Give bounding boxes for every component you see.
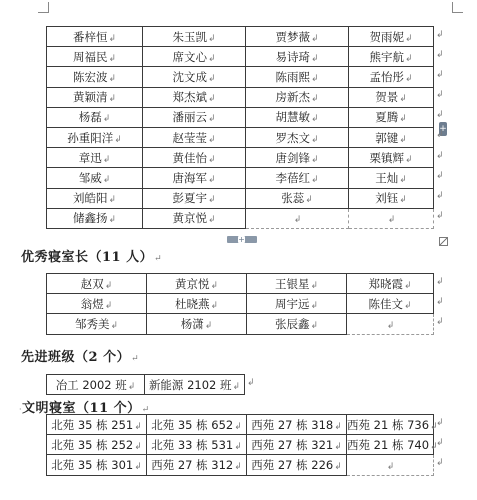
table-row <box>47 435 434 455</box>
row-end-mark: ↲ <box>436 211 444 222</box>
cell-end-mark: ↲ <box>102 154 111 165</box>
cell-end-mark: ↲ <box>207 195 216 206</box>
crop-mark-top-right <box>452 2 463 13</box>
table-cell[interactable] <box>143 127 246 147</box>
advanced-classes-body <box>47 375 245 395</box>
table-cell[interactable] <box>349 188 434 208</box>
dorm-leaders-title: 优秀寝室长（11 人） <box>21 250 154 265</box>
table-row <box>47 188 434 208</box>
row-end-mark: ↲ <box>436 457 444 468</box>
cell-text: 西苑 27 栋 312 <box>151 457 234 472</box>
cell-end-mark: ↲ <box>210 280 219 291</box>
table-cell[interactable] <box>147 415 247 435</box>
row-end-mark: ↲ <box>436 417 444 428</box>
cell-text: 黄颖清 <box>72 90 108 105</box>
cell-text: 周福民 <box>72 49 108 64</box>
cell-end-mark: ↲ <box>310 114 319 125</box>
civilized-dorms-body <box>47 415 438 476</box>
paragraph-mark: ↵ <box>154 254 163 264</box>
table-cell[interactable] <box>247 294 347 314</box>
table-cell[interactable] <box>143 168 246 188</box>
advanced-classes-heading <box>21 346 139 365</box>
cell-end-mark: ↲ <box>310 33 319 44</box>
table-cell[interactable] <box>246 127 349 147</box>
cell-text: 赵莹莹 <box>172 130 207 145</box>
cell-end-mark: ↲ <box>404 154 413 165</box>
cell-text: 张辰鑫 <box>274 316 310 331</box>
cell-text: 贺雨妮 <box>369 29 404 44</box>
table-cell[interactable] <box>143 47 246 67</box>
cell-end-mark: ↲ <box>108 215 117 226</box>
cell-end-mark: ↲ <box>293 215 302 226</box>
row-end-mark: ↲ <box>436 69 444 80</box>
cell-end-mark: ↲ <box>104 280 113 291</box>
table-cell[interactable] <box>349 127 434 147</box>
cell-end-mark: ↲ <box>234 421 242 432</box>
cell-text: 栗镇辉 <box>369 150 404 165</box>
cell-end-mark: ↲ <box>334 461 342 472</box>
table-cell[interactable] <box>349 27 434 47</box>
cell-text: 易诗琦 <box>275 49 310 64</box>
cell-end-mark: ↲ <box>104 300 113 311</box>
table-row <box>47 67 434 87</box>
table-cell[interactable] <box>246 188 349 208</box>
row-end-mark: ↲ <box>436 437 444 448</box>
cell-end-mark: ↲ <box>310 154 319 165</box>
table-cell[interactable] <box>47 208 143 228</box>
row-end-mark: ↲ <box>436 316 444 327</box>
honor-names-table <box>46 26 434 229</box>
crop-mark-top-left <box>38 2 49 13</box>
cell-end-mark: ↲ <box>232 381 241 392</box>
table-cell[interactable] <box>349 67 434 87</box>
table-cell[interactable] <box>247 455 347 475</box>
cell-end-mark: ↲ <box>386 461 395 472</box>
honor-names-body <box>47 27 434 229</box>
dorm-leaders-heading <box>21 246 162 265</box>
cell-text: 章迅 <box>78 150 102 165</box>
table-cell[interactable] <box>47 67 143 87</box>
cell-end-mark: ↲ <box>234 441 242 452</box>
cell-text: 贺景 <box>375 90 399 105</box>
cell-text: 孙重阳洋 <box>67 130 114 145</box>
table-cell[interactable] <box>347 455 434 475</box>
cell-text: 房新杰 <box>275 90 310 105</box>
table-resize-handle[interactable] <box>439 237 448 246</box>
cell-end-mark: ↲ <box>310 300 319 311</box>
cell-text: 西苑 27 栋 321 <box>251 437 334 452</box>
cell-text: 李蓓红 <box>275 170 310 185</box>
table-cell[interactable] <box>47 27 143 47</box>
table-row <box>47 87 434 107</box>
table-cell[interactable] <box>246 208 349 228</box>
cell-text: 郑晓霞 <box>368 276 403 291</box>
cell-text: 西苑 27 栋 318 <box>251 417 334 432</box>
cell-text: 王灿 <box>375 170 399 185</box>
add-row-button[interactable]: + <box>439 124 447 134</box>
cell-text: 西苑 21 栋 736 <box>347 417 430 432</box>
cell-end-mark: ↲ <box>310 134 319 145</box>
table-row <box>47 107 434 127</box>
cell-end-mark: ↲ <box>334 421 342 432</box>
table-cell[interactable] <box>347 294 434 314</box>
cell-end-mark: ↲ <box>110 320 119 331</box>
table-cell[interactable] <box>47 107 143 127</box>
cell-end-mark: ↲ <box>305 195 313 206</box>
table-cell[interactable] <box>145 375 245 395</box>
row-end-mark: ↲ <box>436 90 444 101</box>
table-cell[interactable] <box>349 87 434 107</box>
table-row <box>47 314 434 334</box>
cell-text: 冶工 2002 班 <box>55 377 127 392</box>
table-cell[interactable] <box>47 188 143 208</box>
cell-end-mark: ↲ <box>310 94 319 105</box>
row-end-mark: ↲ <box>436 191 444 201</box>
cell-end-mark: ↲ <box>114 134 122 145</box>
cell-text: 北苑 35 栋 251 <box>51 417 134 432</box>
table-cell[interactable] <box>349 107 434 127</box>
cell-end-mark: ↲ <box>430 441 438 452</box>
cell-text: 陈宏波 <box>72 69 108 84</box>
table-row <box>47 294 434 314</box>
table-cell[interactable] <box>246 107 349 127</box>
paragraph-mark: ↵ <box>131 354 140 364</box>
table-cell[interactable] <box>247 274 347 294</box>
cell-end-mark: ↲ <box>310 280 319 291</box>
cell-end-mark: ↲ <box>207 53 216 64</box>
cell-text: 刘皓阳 <box>72 191 108 206</box>
cell-end-mark: ↲ <box>134 421 142 432</box>
cell-text: 黄佳怡 <box>172 150 207 165</box>
table-row <box>47 208 434 228</box>
row-end-mark: ↲ <box>436 150 444 161</box>
cell-text: 孟怡彤 <box>369 69 404 84</box>
cell-end-mark: ↲ <box>399 174 407 185</box>
cell-end-mark: ↲ <box>207 134 216 145</box>
table-cell[interactable] <box>247 415 347 435</box>
table-cell[interactable] <box>246 67 349 87</box>
table-cell[interactable] <box>143 87 246 107</box>
cell-end-mark: ↲ <box>234 461 242 472</box>
cell-end-mark: ↲ <box>134 441 142 452</box>
table-cell[interactable] <box>47 294 147 314</box>
cell-text: 赵双 <box>80 276 104 291</box>
table-cell[interactable] <box>47 375 145 395</box>
table-cell[interactable] <box>147 274 247 294</box>
table-cell[interactable] <box>143 208 246 228</box>
cell-text: 夏腾 <box>375 110 399 125</box>
cell-text: 熊宇航 <box>369 49 404 64</box>
table-row <box>47 415 434 435</box>
cell-text: 北苑 33 栋 531 <box>151 437 234 452</box>
table-cell[interactable] <box>349 148 434 168</box>
cell-text: 西苑 21 栋 740 <box>347 437 430 452</box>
table-cell[interactable] <box>246 87 349 107</box>
row-end-mark: ↲ <box>436 49 444 60</box>
table-cell[interactable] <box>143 188 246 208</box>
table-cell[interactable] <box>247 314 347 334</box>
cell-text: 新能源 2102 班 <box>148 377 232 392</box>
cell-end-mark: ↲ <box>127 381 136 392</box>
cell-end-mark: ↲ <box>207 94 216 105</box>
cell-text: 黄京悦 <box>174 276 210 291</box>
civilized-dorms-title: 文明寝室（11 个） <box>22 401 141 416</box>
table-cell[interactable] <box>47 455 147 475</box>
cell-text: 黄京悦 <box>172 211 207 226</box>
table-row <box>47 375 245 395</box>
cell-text: 北苑 35 栋 301 <box>51 457 134 472</box>
cell-end-mark: ↲ <box>207 114 216 125</box>
cell-end-mark: ↲ <box>310 73 319 84</box>
row-end-mark: ↲ <box>436 130 444 141</box>
table-cell[interactable] <box>147 294 247 314</box>
cell-end-mark: ↲ <box>404 53 413 64</box>
dorm-leaders-body <box>47 274 434 335</box>
cell-text: 贾梦薇 <box>275 29 310 44</box>
cell-end-mark: ↲ <box>207 174 216 185</box>
civilized-dorms-heading: ·文明寝室（11 个）↵ <box>19 401 150 416</box>
table-cell[interactable] <box>147 314 247 334</box>
cell-text: 杨磊 <box>78 110 102 125</box>
table-cell[interactable] <box>47 274 147 294</box>
table-cell[interactable] <box>246 148 349 168</box>
paragraph-mark: ↵ <box>141 405 150 415</box>
cell-text: 刘钰 <box>375 191 399 206</box>
table-cell[interactable] <box>47 314 147 334</box>
table-cell[interactable] <box>47 127 143 147</box>
table-cell[interactable] <box>246 47 349 67</box>
cell-end-mark: ↲ <box>310 174 319 185</box>
cell-end-mark: ↲ <box>404 33 413 44</box>
cell-text: 唐剑锋 <box>275 150 310 165</box>
cell-text: 杜晓燕 <box>174 296 210 311</box>
cell-text: 陈佳文 <box>368 296 403 311</box>
cell-text: 西苑 27 栋 226 <box>251 457 334 472</box>
dorm-leaders-table <box>46 273 434 335</box>
cell-end-mark: ↲ <box>102 174 111 185</box>
cell-text: 陈雨熙 <box>275 69 310 84</box>
cell-text: 唐海军 <box>172 170 207 185</box>
table-cell[interactable] <box>147 435 247 455</box>
row-end-mark: ↲ <box>436 110 444 121</box>
table-cell[interactable] <box>47 415 147 435</box>
table-cell[interactable] <box>246 168 349 188</box>
cell-text: 周宇远 <box>274 296 310 311</box>
cell-text: 罗杰文 <box>275 130 310 145</box>
table-cell[interactable] <box>349 47 434 67</box>
cell-text: 郑杰斌 <box>172 90 207 105</box>
cell-text: 沈文成 <box>172 69 207 84</box>
row-end-mark: ↲ <box>436 296 444 307</box>
advanced-classes-title: 先进班级（2 个） <box>21 350 131 365</box>
cell-end-mark: ↲ <box>210 300 219 311</box>
cell-end-mark: ↲ <box>334 441 342 452</box>
cell-text: 邹秀美 <box>74 316 110 331</box>
table-cell[interactable] <box>143 148 246 168</box>
cell-end-mark: ↲ <box>207 154 216 165</box>
cell-end-mark: ↲ <box>102 114 111 125</box>
cell-text: 翁煜 <box>80 296 104 311</box>
cell-end-mark: ↲ <box>204 320 213 331</box>
cell-text: 邹威 <box>78 170 102 185</box>
table-cell[interactable] <box>143 67 246 87</box>
table-cell[interactable] <box>147 455 247 475</box>
cell-end-mark: ↲ <box>403 280 412 291</box>
cell-end-mark: ↲ <box>108 94 117 105</box>
cell-text: 番梓恒 <box>72 29 108 44</box>
table-cell[interactable] <box>47 87 143 107</box>
table-row <box>47 274 434 294</box>
cell-end-mark: ↲ <box>399 94 407 105</box>
cell-end-mark: ↲ <box>387 215 396 226</box>
row-end-mark: ↲ <box>436 276 444 287</box>
cell-end-mark: ↲ <box>108 195 117 206</box>
cell-text: 郭键 <box>375 130 399 145</box>
table-row <box>47 455 434 475</box>
cell-end-mark: ↲ <box>403 300 412 311</box>
table-cell[interactable] <box>347 435 438 455</box>
table-row <box>47 27 434 47</box>
row-end-mark: ↲ <box>247 377 255 388</box>
cell-end-mark: ↲ <box>207 33 216 44</box>
table-cell[interactable] <box>349 208 434 228</box>
cell-text: 王银星 <box>274 276 310 291</box>
table-cell[interactable] <box>47 168 143 188</box>
cell-end-mark: ↲ <box>108 53 117 64</box>
cell-end-mark: ↲ <box>134 461 142 472</box>
table-cell[interactable] <box>143 27 246 47</box>
row-end-mark: ↲ <box>436 170 444 181</box>
table-cell[interactable] <box>347 314 434 334</box>
cell-text: 杨潇 <box>180 316 204 331</box>
cell-end-mark: ↲ <box>386 320 395 331</box>
cell-end-mark: ↲ <box>404 73 413 84</box>
cell-text: 朱玉凯 <box>172 29 207 44</box>
table-row <box>47 47 434 67</box>
cell-end-mark: ↲ <box>310 53 319 64</box>
cell-text: 张蕊 <box>281 191 305 206</box>
civilized-dorms-table <box>46 414 438 476</box>
table-cell[interactable] <box>47 435 147 455</box>
cell-end-mark: ↲ <box>310 320 319 331</box>
table-row <box>47 148 434 168</box>
cell-text: 北苑 35 栋 252 <box>51 437 134 452</box>
table-row <box>47 168 434 188</box>
cell-text: 储鑫扬 <box>72 211 108 226</box>
cell-text: 席文心 <box>172 49 207 64</box>
cell-end-mark: ↲ <box>108 33 117 44</box>
cell-text: 胡慧敏 <box>275 110 310 125</box>
table-cell[interactable] <box>47 47 143 67</box>
table-cell[interactable] <box>246 27 349 47</box>
cell-end-mark: ↲ <box>207 215 216 226</box>
table-cell[interactable] <box>349 168 434 188</box>
table-cell[interactable] <box>47 148 143 168</box>
cell-end-mark: ↲ <box>399 195 407 206</box>
table-cell[interactable] <box>347 415 438 435</box>
cell-text: 潘丽云 <box>172 110 207 125</box>
cell-end-mark: ↲ <box>207 73 216 84</box>
table-move-handle[interactable]: + <box>227 236 257 243</box>
table-row <box>47 127 434 147</box>
table-cell[interactable] <box>143 107 246 127</box>
cell-end-mark: ↲ <box>399 134 407 145</box>
cell-end-mark: ↲ <box>430 421 438 432</box>
advanced-classes-table <box>46 374 245 395</box>
cell-text: 北苑 35 栋 652 <box>151 417 234 432</box>
cell-end-mark: ↲ <box>108 73 117 84</box>
row-end-mark: ↲ <box>436 29 444 40</box>
table-cell[interactable] <box>247 435 347 455</box>
cell-text: 彭夏宇 <box>172 191 207 206</box>
table-cell[interactable] <box>347 274 434 294</box>
cell-end-mark: ↲ <box>399 114 407 125</box>
